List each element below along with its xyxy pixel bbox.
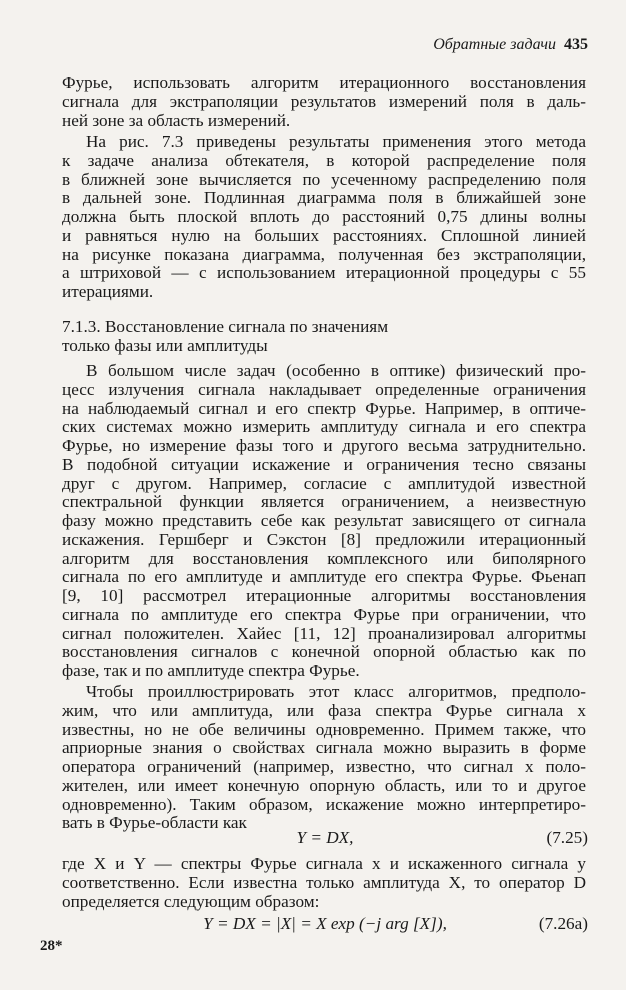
running-header <box>433 36 588 54</box>
text-line: в дальней зоне. Подлинная диаграмма поля в ближайшей зоне <box>62 188 586 208</box>
text-line: оператора ограничений (например, известно, что сигнал x поло- <box>62 757 586 776</box>
text-line: одновременно). Таким образом, искажение можно интерпретиро- <box>62 794 586 814</box>
text-line: и равняться нулю на больших расстояниях. Сплошной линией <box>62 225 586 245</box>
running-title: Обратные задачи <box>433 36 556 53</box>
text-line: жителен, или имеет конечную опорную область, или то и другое <box>62 775 586 795</box>
signature-mark: 28* <box>40 938 63 954</box>
text-line: итерациями. <box>62 282 154 301</box>
text-line: на рисунке показана диаграмма, полученная без экстраполяции, <box>62 244 586 264</box>
equation-number: (7.26a) <box>538 914 588 933</box>
text-line: априорные знания о свойствах сигнала можно выразить в форме <box>62 738 586 758</box>
text-line: друг с другом. Например, согласие с амплитудой известной <box>62 473 586 493</box>
text-line: сигнала для экстраполяции результатов измерений поля в даль- <box>62 91 586 111</box>
text-line: в ближней зоне вычисляется по усеченному распределению поля <box>62 169 586 189</box>
text-line: ней зоне за область измерений. <box>62 110 291 130</box>
paragraph-3 <box>62 362 586 681</box>
section-title-line: только фазы или амплитуды <box>62 335 268 355</box>
text-line: В большом числе задач (особенно в оптике) физический про- <box>86 361 586 380</box>
text-line: [9, 10] рассмотрел итерационные алгоритмы восстановления <box>62 586 586 605</box>
text-line: Чтобы проиллюстрировать этот класс алгоритмов, предполо- <box>86 682 586 701</box>
paragraph-5 <box>62 855 586 911</box>
text-line: соответственно. Если известна только амплитуда X, то оператор D <box>62 872 586 892</box>
text-line: ских системах можно измерить амплитуду сигнала и его спектра <box>62 417 586 437</box>
text-line: восстановления сигналов с конечной опорной областью как по <box>62 642 586 662</box>
equation-7-26a <box>62 914 588 934</box>
text-line: сигнала по его амплитуде и амплитуде его спектра Фурье. Фьенап <box>62 567 586 587</box>
equation-number: (7.25) <box>546 828 588 847</box>
text-line: фазе, так и по амплитуде спектра Фурье. <box>62 661 360 680</box>
text-line: цесс излучения сигнала накладывает определенные ограничения <box>62 379 586 399</box>
text-line: к задаче анализа обтекателя, в которой распределение поля <box>62 150 586 170</box>
text-line: фазу можно представить себе как результат зависящего от сигнала <box>62 511 586 530</box>
text-line: сигнала по амплитуде его спектра Фурье при ограничении, что <box>62 604 586 624</box>
equation-expression: Y = DX = |X| = X exp (−j arg [X]), <box>203 914 447 933</box>
text-line: В подобной ситуации искажение и ограничения тесно связаны <box>62 454 586 474</box>
page-number: 435 <box>564 36 588 53</box>
text-line: искажения. Гершберг и Сэкстон [8] предложили итерационный <box>62 529 586 549</box>
equation-expression: Y = DX, <box>296 828 354 847</box>
text-line: должна быть плоской вплоть до расстояний 0,75 длины волны <box>62 207 586 226</box>
paragraph-2 <box>62 133 586 302</box>
text-line: жим, что или амплитуда, или фаза спектра Фурье сигнала x <box>62 700 586 720</box>
text-line: сигнал положителен. Хайес [11, 12] проанализировал алгоритмы <box>62 623 586 643</box>
text-line: На рис. 7.3 приведены результаты применения этого метода <box>86 132 586 151</box>
paragraph-4 <box>62 683 586 833</box>
text-line: известны, но не обе величины одновременно. Примем также, что <box>62 719 586 739</box>
text-line: Фурье, использовать алгоритм итерационного восстановления <box>62 73 586 92</box>
text-line: а штриховой — с использованием итерационной процедуры с 55 <box>62 263 586 283</box>
paragraph-1 <box>62 74 586 130</box>
text-line: определяется следующим образом: <box>62 891 320 911</box>
text-line: на наблюдаемый сигнал и его спектр Фурье. Например, в оптиче- <box>62 398 586 418</box>
section-title <box>62 318 586 356</box>
text-line: спектральной функции является ограничением, а неизвестную <box>62 492 586 512</box>
section-title-line: 7.1.3. Восстановление сигнала по значениям <box>62 317 389 336</box>
text-line: где X и Y — спектры Фурье сигнала x и искаженного сигнала y <box>62 854 586 873</box>
text-line: алгоритм для восстановления комплексного или биполярного <box>62 548 586 568</box>
text-line: Фурье, но измерение фазы того и другого весьма затруднительно. <box>62 436 586 455</box>
text-line: вать в Фурье-области как <box>62 813 247 833</box>
equation-7-25 <box>62 828 588 848</box>
